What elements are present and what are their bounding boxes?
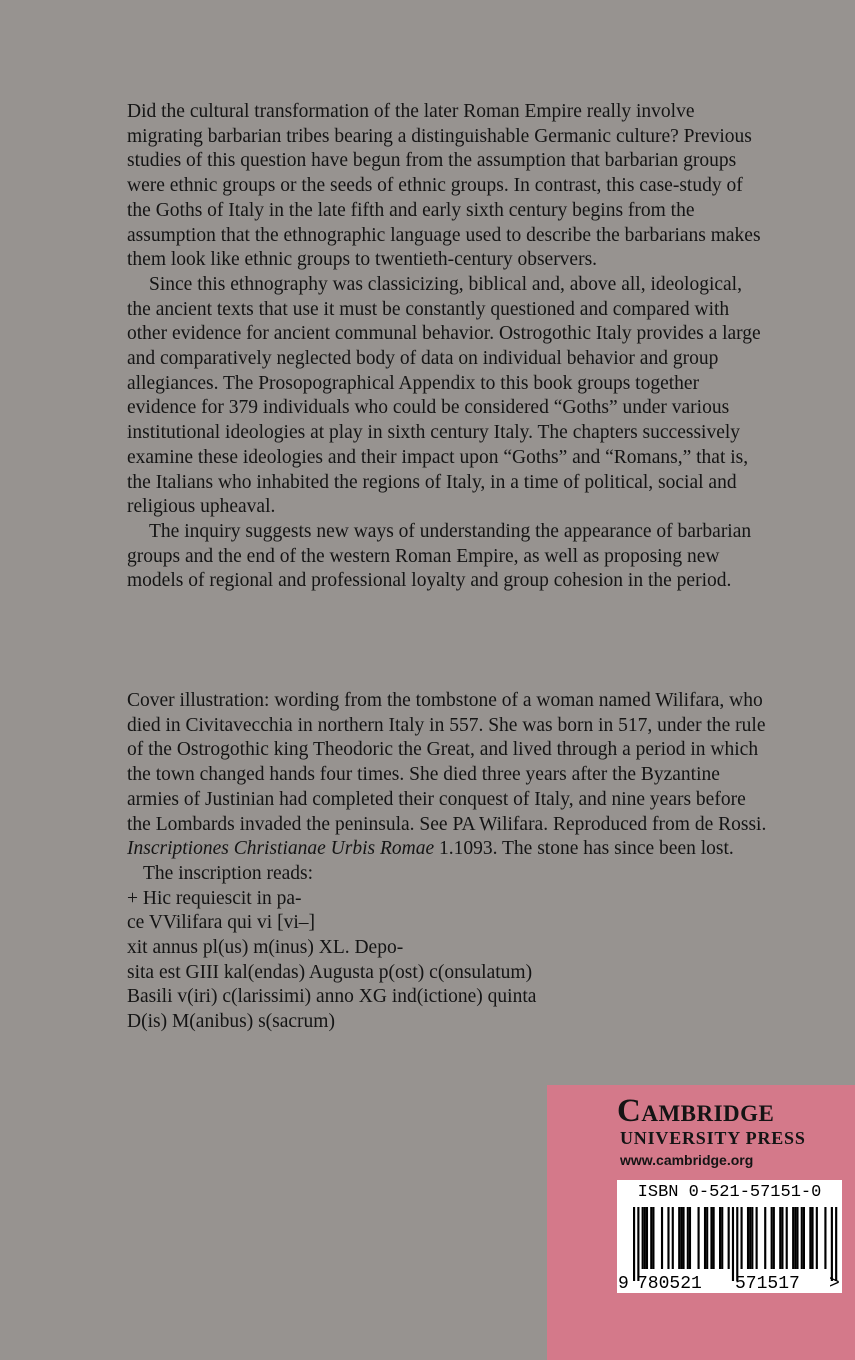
isbn-number: ISBN 0-521-57151-0 bbox=[637, 1183, 822, 1202]
barcode-bar bbox=[721, 1207, 723, 1269]
ean-first-digit: 9 bbox=[618, 1274, 629, 1293]
cover-note-reference: 1.1093. The stone has since been lost. bbox=[439, 838, 734, 860]
barcode-bar bbox=[796, 1207, 798, 1269]
description-text bbox=[127, 100, 767, 594]
barcode-image bbox=[617, 1180, 842, 1293]
barcode-bar bbox=[779, 1207, 781, 1269]
inscription-line: Basili v(iri) c(larissimi) anno XG ind(ictione) quinta bbox=[127, 986, 537, 1008]
barcode-bar bbox=[710, 1207, 712, 1269]
barcode-bar bbox=[792, 1207, 794, 1269]
barcode-bar bbox=[633, 1207, 635, 1281]
cover-note-source-title: Inscriptiones Christianae Urbis Romae bbox=[127, 838, 435, 860]
barcode-bar bbox=[771, 1207, 773, 1269]
description-paragraph-1: Did the cultural transformation of the later Roman Empire really involve migrating barbarian tribes bearing a distinguishable Germanic culture? Previous studies of this question have begun from the assumption that barbarian groups were ethnic groups or the seeds of ethnic groups. In contrast, this case-study of the Goths of Italy in the late fifth and early sixth century begins from the assumption that the ethnographic language used to describe the barbarians makes them look like ethnic groups to twentieth-century observers. bbox=[127, 101, 761, 271]
publisher-url: www.cambridge.org bbox=[620, 1152, 754, 1168]
isbn-barcode bbox=[617, 1180, 842, 1293]
ean-arrow: > bbox=[829, 1274, 840, 1293]
barcode-bar bbox=[794, 1207, 796, 1269]
barcode-bar bbox=[751, 1207, 753, 1269]
barcode-bar bbox=[747, 1207, 749, 1269]
barcode-bar bbox=[680, 1207, 682, 1269]
barcode-bar bbox=[642, 1207, 644, 1269]
cover-illustration-note bbox=[127, 689, 767, 1035]
ean-right-digits: 571517 bbox=[735, 1274, 800, 1293]
barcode-bar bbox=[672, 1207, 674, 1269]
barcode-bar bbox=[801, 1207, 803, 1269]
inscription-line: D(is) M(anibus) s(sacrum) bbox=[127, 1011, 335, 1033]
barcode-bar bbox=[713, 1207, 715, 1269]
barcode-bar bbox=[706, 1207, 708, 1269]
publisher-name: Cambridge bbox=[617, 1093, 775, 1129]
inscription-line: ce VVilifara qui vi [vi–] bbox=[127, 912, 315, 934]
barcode-bar bbox=[781, 1207, 783, 1269]
inscription-text bbox=[127, 887, 767, 1035]
barcode-bar bbox=[741, 1207, 743, 1269]
barcode-bar bbox=[682, 1207, 684, 1269]
barcode-bar bbox=[637, 1207, 639, 1281]
barcode-bar bbox=[650, 1207, 652, 1269]
barcode-bar bbox=[687, 1207, 689, 1269]
barcode-bar bbox=[646, 1207, 648, 1269]
barcode-bar bbox=[816, 1207, 818, 1269]
barcode-bar bbox=[824, 1207, 826, 1269]
inscription-line: + Hic requiescit in pa- bbox=[127, 887, 302, 909]
barcode-bar bbox=[698, 1207, 700, 1269]
barcode-bar bbox=[704, 1207, 706, 1269]
barcode-bar bbox=[644, 1207, 646, 1269]
inscription-line: xit annus pl(us) m(inus) XL. Depo- bbox=[127, 937, 404, 959]
description-paragraph-2: Since this ethnography was classicizing, biblical and, above all, ideological, the ancient texts that use it must be constantly questioned and compared with other evidence for ancient communal behavior. Ostrogothic Italy provides a large and comparatively neglected body of data on individual behavior and group allegiances. The Prosopographical Appendix to this book groups together evidence for 379 individuals who could be considered “Goths” under various institutional ideologies at play in sixth century Italy. The chapters successively examine these ideologies and their impact upon “Goths” and “Romans,” that is, the Italians who inhabited the regions of Italy, in a time of political, social and religious upheaval. bbox=[127, 273, 761, 518]
cover-note-text: Cover illustration: wording from the tombstone of a woman named Wilifara, who died in Civitavecchia in northern Italy in 557. She was born in 517, under the rule of the Ostrogothic king Theodoric the Great, and lived through a period in which the town changed hands four times. She died three years after the Byzantine armies of Justinian had completed their conquest of Italy, and nine years before the Lombards invaded the peninsula. See PA Wilifara. Reproduced from de Rossi. bbox=[127, 690, 767, 835]
barcode-bar bbox=[678, 1207, 680, 1269]
barcode-bar bbox=[689, 1207, 691, 1269]
cover-note-paragraph bbox=[127, 689, 767, 862]
publisher-panel bbox=[547, 1085, 855, 1360]
barcode-bar bbox=[667, 1207, 669, 1269]
barcode-bar bbox=[756, 1207, 758, 1269]
barcode-bar bbox=[719, 1207, 721, 1269]
barcode-bar bbox=[803, 1207, 805, 1269]
inscription-line: sita est GIII kal(endas) Augusta p(ost) c(onsulatum) bbox=[127, 961, 533, 983]
barcode-bar bbox=[786, 1207, 788, 1269]
inscription-intro: The inscription reads: bbox=[143, 862, 314, 884]
barcode-bar bbox=[831, 1207, 833, 1281]
barcode-bar bbox=[749, 1207, 751, 1269]
barcode-bar bbox=[728, 1207, 730, 1269]
barcode-bar bbox=[661, 1207, 663, 1269]
barcode-bar bbox=[764, 1207, 766, 1269]
barcode-bar bbox=[652, 1207, 654, 1269]
barcode-bar bbox=[732, 1207, 734, 1281]
ean-left-digits: 780521 bbox=[637, 1274, 702, 1293]
barcode-bar bbox=[773, 1207, 775, 1269]
barcode-bar bbox=[811, 1207, 813, 1269]
barcode-bars bbox=[633, 1207, 837, 1281]
barcode-bar bbox=[835, 1207, 837, 1281]
barcode-bar bbox=[736, 1207, 738, 1281]
description-paragraph-3: The inquiry suggests new ways of understanding the appearance of barbarian groups and the end of the western Roman Empire, as well as proposing new models of regional and professional loyalty and group cohesion in the period. bbox=[127, 520, 752, 592]
publisher-press: UNIVERSITY PRESS bbox=[620, 1128, 806, 1148]
barcode-bar bbox=[809, 1207, 811, 1269]
